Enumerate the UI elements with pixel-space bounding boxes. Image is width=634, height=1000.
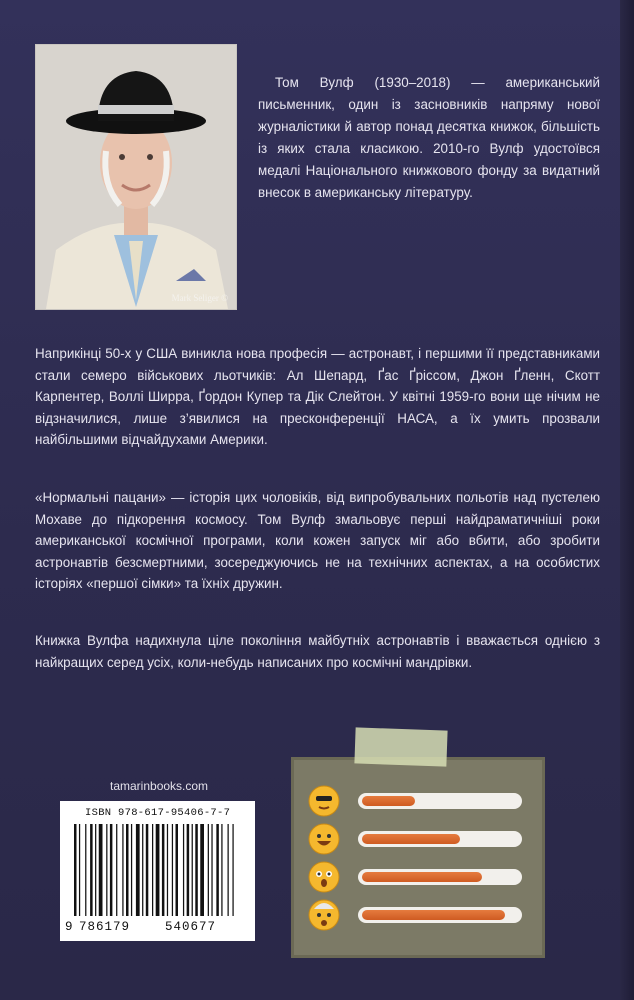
- barcode-bars: [72, 824, 244, 922]
- barcode-bar: [176, 824, 179, 916]
- rating-fill: [362, 872, 482, 882]
- barcode-bar: [216, 824, 219, 916]
- barcode-bar: [95, 824, 96, 916]
- barcode-bar: [200, 824, 204, 916]
- description-paragraph-1: Наприкінці 50-х у США виникла нова професія — астронавт, і першими її представниками стали семеро військових льотчиків: Ал Шепард, Ґас Ґріссом, Джон Ґленн, Скотт Карпентер, Воллі Ширра, Ґордон Купер та Дік Слейтон. У квітні 1959-го вони ще нічим не відзначилися, лише з’явилися на пресконференції НАСА, а їх умить прозвали найбільшими відчайдухами Америки.: [35, 346, 600, 448]
- rating-row: [308, 823, 528, 855]
- rating-fill: [362, 796, 415, 806]
- barcode-bar: [228, 824, 229, 916]
- barcode-bar: [126, 824, 129, 916]
- ean-left-group: 786179: [79, 920, 131, 934]
- barcode-bar: [131, 824, 132, 916]
- barcode-bar: [195, 824, 198, 916]
- ean-first-digit: 9: [65, 920, 74, 934]
- barcode-bar: [79, 824, 80, 916]
- tape-strip: [354, 727, 447, 766]
- barcode-bar: [142, 824, 143, 916]
- barcode-bar: [99, 824, 103, 916]
- exploding-head-icon: [308, 899, 340, 931]
- barcode-bar: [156, 824, 160, 916]
- rating-row: [308, 785, 528, 817]
- isbn-label: ISBN 978-617-95406-7-7: [85, 807, 231, 819]
- rating-track: [358, 869, 522, 885]
- barcode-bar: [74, 824, 77, 916]
- description-paragraph-3: Книжка Вулфа надихнула ціле покоління майбутніх астронавтів і вважається однією з найкращих серед усіх, коли-небудь написаних про космічні мандрівки.: [35, 633, 600, 670]
- barcode-bar: [106, 824, 107, 916]
- rating-row: [308, 861, 528, 893]
- barcode-bar: [208, 824, 209, 916]
- grinning-face-icon: [308, 823, 340, 855]
- barcode-bar: [136, 824, 140, 916]
- rating-fill: [362, 834, 460, 844]
- rating-track: [358, 793, 522, 809]
- author-photo: [35, 44, 237, 310]
- author-bio: Том Вулф (1930–2018) — американський письменник, один із засновників напряму нової журналістики й автор понад десятка книжок, більшість із яких стала класикою. 2010-го Вулф удостоївся медалі Національного книжкового фонду за видатний внесок в американську літературу.: [258, 75, 600, 200]
- publisher-website: tamarinbooks.com: [110, 779, 209, 793]
- cover-edge: [620, 0, 634, 1000]
- barcode-bar: [187, 824, 190, 916]
- rating-row: [308, 899, 528, 931]
- rating-track: [358, 831, 522, 847]
- astonished-face-icon: [308, 861, 340, 893]
- barcode-bar: [90, 824, 93, 916]
- barcode-bar: [183, 824, 184, 916]
- rating-fill: [362, 910, 505, 920]
- barcode-bar: [172, 824, 173, 916]
- barcode-bar: [110, 824, 113, 916]
- barcode-bar: [152, 824, 153, 916]
- barcode-bar: [232, 824, 233, 916]
- barcode-bar: [192, 824, 193, 916]
- barcode-bar: [85, 824, 86, 916]
- author-portrait-illustration: [36, 45, 236, 309]
- barcode-bar: [162, 824, 165, 916]
- rating-track: [358, 907, 522, 923]
- barcode-bar: [122, 824, 123, 916]
- barcode: [60, 801, 255, 941]
- description-paragraph-2: «Нормальні пацани» — історія цих чоловіків, від випробувальних польотів над пустелею Мохаве до підкорення космосу. Том Вулф змальовує перші найдраматичніші роки американської космічної програми, коли кожен запуск міг або вбити, або зробити астронавтів безсмертними, зосереджуючись не на технічних аспектах, а на особистих історіях «першої сімки» та їхніх дружин.: [35, 490, 600, 592]
- photo-credit: Mark Seliger ©: [171, 293, 228, 303]
- barcode-bar: [221, 824, 222, 916]
- ean-right-group: 540677: [165, 920, 217, 934]
- barcode-bar: [146, 824, 149, 916]
- barcode-bar: [167, 824, 168, 916]
- barcode-bar: [211, 824, 212, 916]
- ean-digits: [65, 920, 216, 934]
- sunglasses-face-icon: [308, 785, 340, 817]
- rating-board: [291, 757, 545, 958]
- barcode-bar: [116, 824, 117, 916]
